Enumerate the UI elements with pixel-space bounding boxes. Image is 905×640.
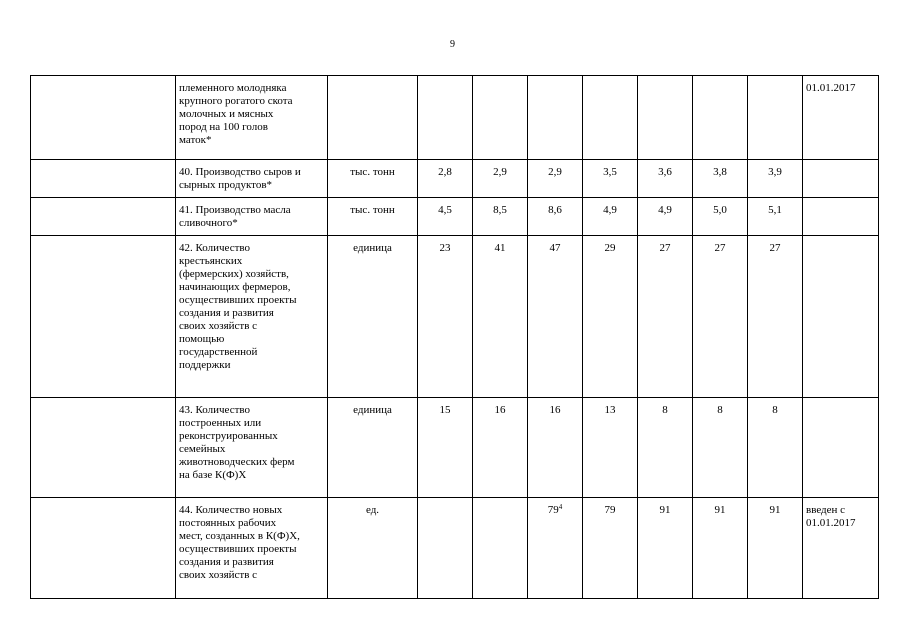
- value-cell: 27: [748, 236, 803, 398]
- value-cell: [418, 498, 473, 599]
- value-cell: 5,0: [693, 198, 748, 236]
- value-cell: 4,9: [638, 198, 693, 236]
- note-cell: введен с 01.01.2017: [803, 498, 879, 599]
- indicator-name: племенного молодняка крупного рогатого скота молочных и мясных пород на 100 голов маток*: [176, 76, 328, 160]
- value-cell: [418, 76, 473, 160]
- value-cell-with-footnote: [528, 498, 583, 599]
- unit-cell: единица: [328, 398, 418, 498]
- note-cell: [803, 236, 879, 398]
- value-cell: 2,8: [418, 160, 473, 198]
- indicator-name: 41. Производство масла сливочного*: [176, 198, 328, 236]
- unit-cell: [328, 76, 418, 160]
- unit-cell: тыс. тонн: [328, 198, 418, 236]
- value-cell: 8: [748, 398, 803, 498]
- value-cell: [583, 76, 638, 160]
- value-cell: 8,5: [473, 198, 528, 236]
- value-cell: 29: [583, 236, 638, 398]
- note-cell: 01.01.2017: [803, 76, 879, 160]
- value-cell: 3,8: [693, 160, 748, 198]
- value-cell: 41: [473, 236, 528, 398]
- value-cell: 3,9: [748, 160, 803, 198]
- indicator-name: 42. Количество крестьянских (фермерских) хозяйств, начинающих фермеров, осуществивших проекты создания и развития своих хозяйств с помощью государственной поддержки: [176, 236, 328, 398]
- indicator-name: 43. Количество построенных или реконструированных семейных животноводческих ферм на базе К(Ф)Х: [176, 398, 328, 498]
- value-cell: 13: [583, 398, 638, 498]
- table-row: [31, 236, 879, 398]
- value-text: 79: [547, 504, 559, 516]
- value-cell: 16: [528, 398, 583, 498]
- value-cell: 4,9: [583, 198, 638, 236]
- indicator-name: 40. Производство сыров и сырных продуктов*: [176, 160, 328, 198]
- value-cell: 27: [638, 236, 693, 398]
- page-number: 9: [450, 39, 455, 50]
- blank-cell: [31, 76, 176, 160]
- value-cell: 27: [693, 236, 748, 398]
- note-cell: [803, 198, 879, 236]
- blank-cell: [31, 498, 176, 599]
- unit-cell: единица: [328, 236, 418, 398]
- blank-cell: [31, 160, 176, 198]
- value-cell: 23: [418, 236, 473, 398]
- value-cell: [528, 76, 583, 160]
- value-cell: 91: [693, 498, 748, 599]
- value-cell: 15: [418, 398, 473, 498]
- table-row: [31, 498, 879, 599]
- value-cell: 47: [528, 236, 583, 398]
- value-cell: [693, 76, 748, 160]
- blank-cell: [31, 236, 176, 398]
- value-cell: 3,5: [583, 160, 638, 198]
- value-cell: 8: [638, 398, 693, 498]
- indicator-name: 44. Количество новых постоянных рабочих мест, созданных в К(Ф)Х, осуществивших проекты создания и развития своих хозяйств с: [176, 498, 328, 599]
- value-cell: [473, 498, 528, 599]
- unit-cell: тыс. тонн: [328, 160, 418, 198]
- value-cell: [638, 76, 693, 160]
- blank-cell: [31, 398, 176, 498]
- table-row: [31, 160, 879, 198]
- value-cell: [473, 76, 528, 160]
- note-cell: [803, 398, 879, 498]
- value-cell: 4,5: [418, 198, 473, 236]
- value-cell: 2,9: [473, 160, 528, 198]
- value-cell: 8: [693, 398, 748, 498]
- value-cell: 91: [748, 498, 803, 599]
- blank-cell: [31, 198, 176, 236]
- indicators-table: [30, 75, 879, 599]
- note-cell: [803, 160, 879, 198]
- unit-cell: ед.: [328, 498, 418, 599]
- value-cell: 5,1: [748, 198, 803, 236]
- table-row: [31, 198, 879, 236]
- value-cell: 91: [638, 498, 693, 599]
- value-cell: [748, 76, 803, 160]
- value-cell: 3,6: [638, 160, 693, 198]
- table-row: [31, 76, 879, 160]
- value-cell: 2,9: [528, 160, 583, 198]
- value-cell: 79: [583, 498, 638, 599]
- value-cell: 8,6: [528, 198, 583, 236]
- table-row: [31, 398, 879, 498]
- footnote-marker: 4: [558, 503, 563, 511]
- value-cell: 16: [473, 398, 528, 498]
